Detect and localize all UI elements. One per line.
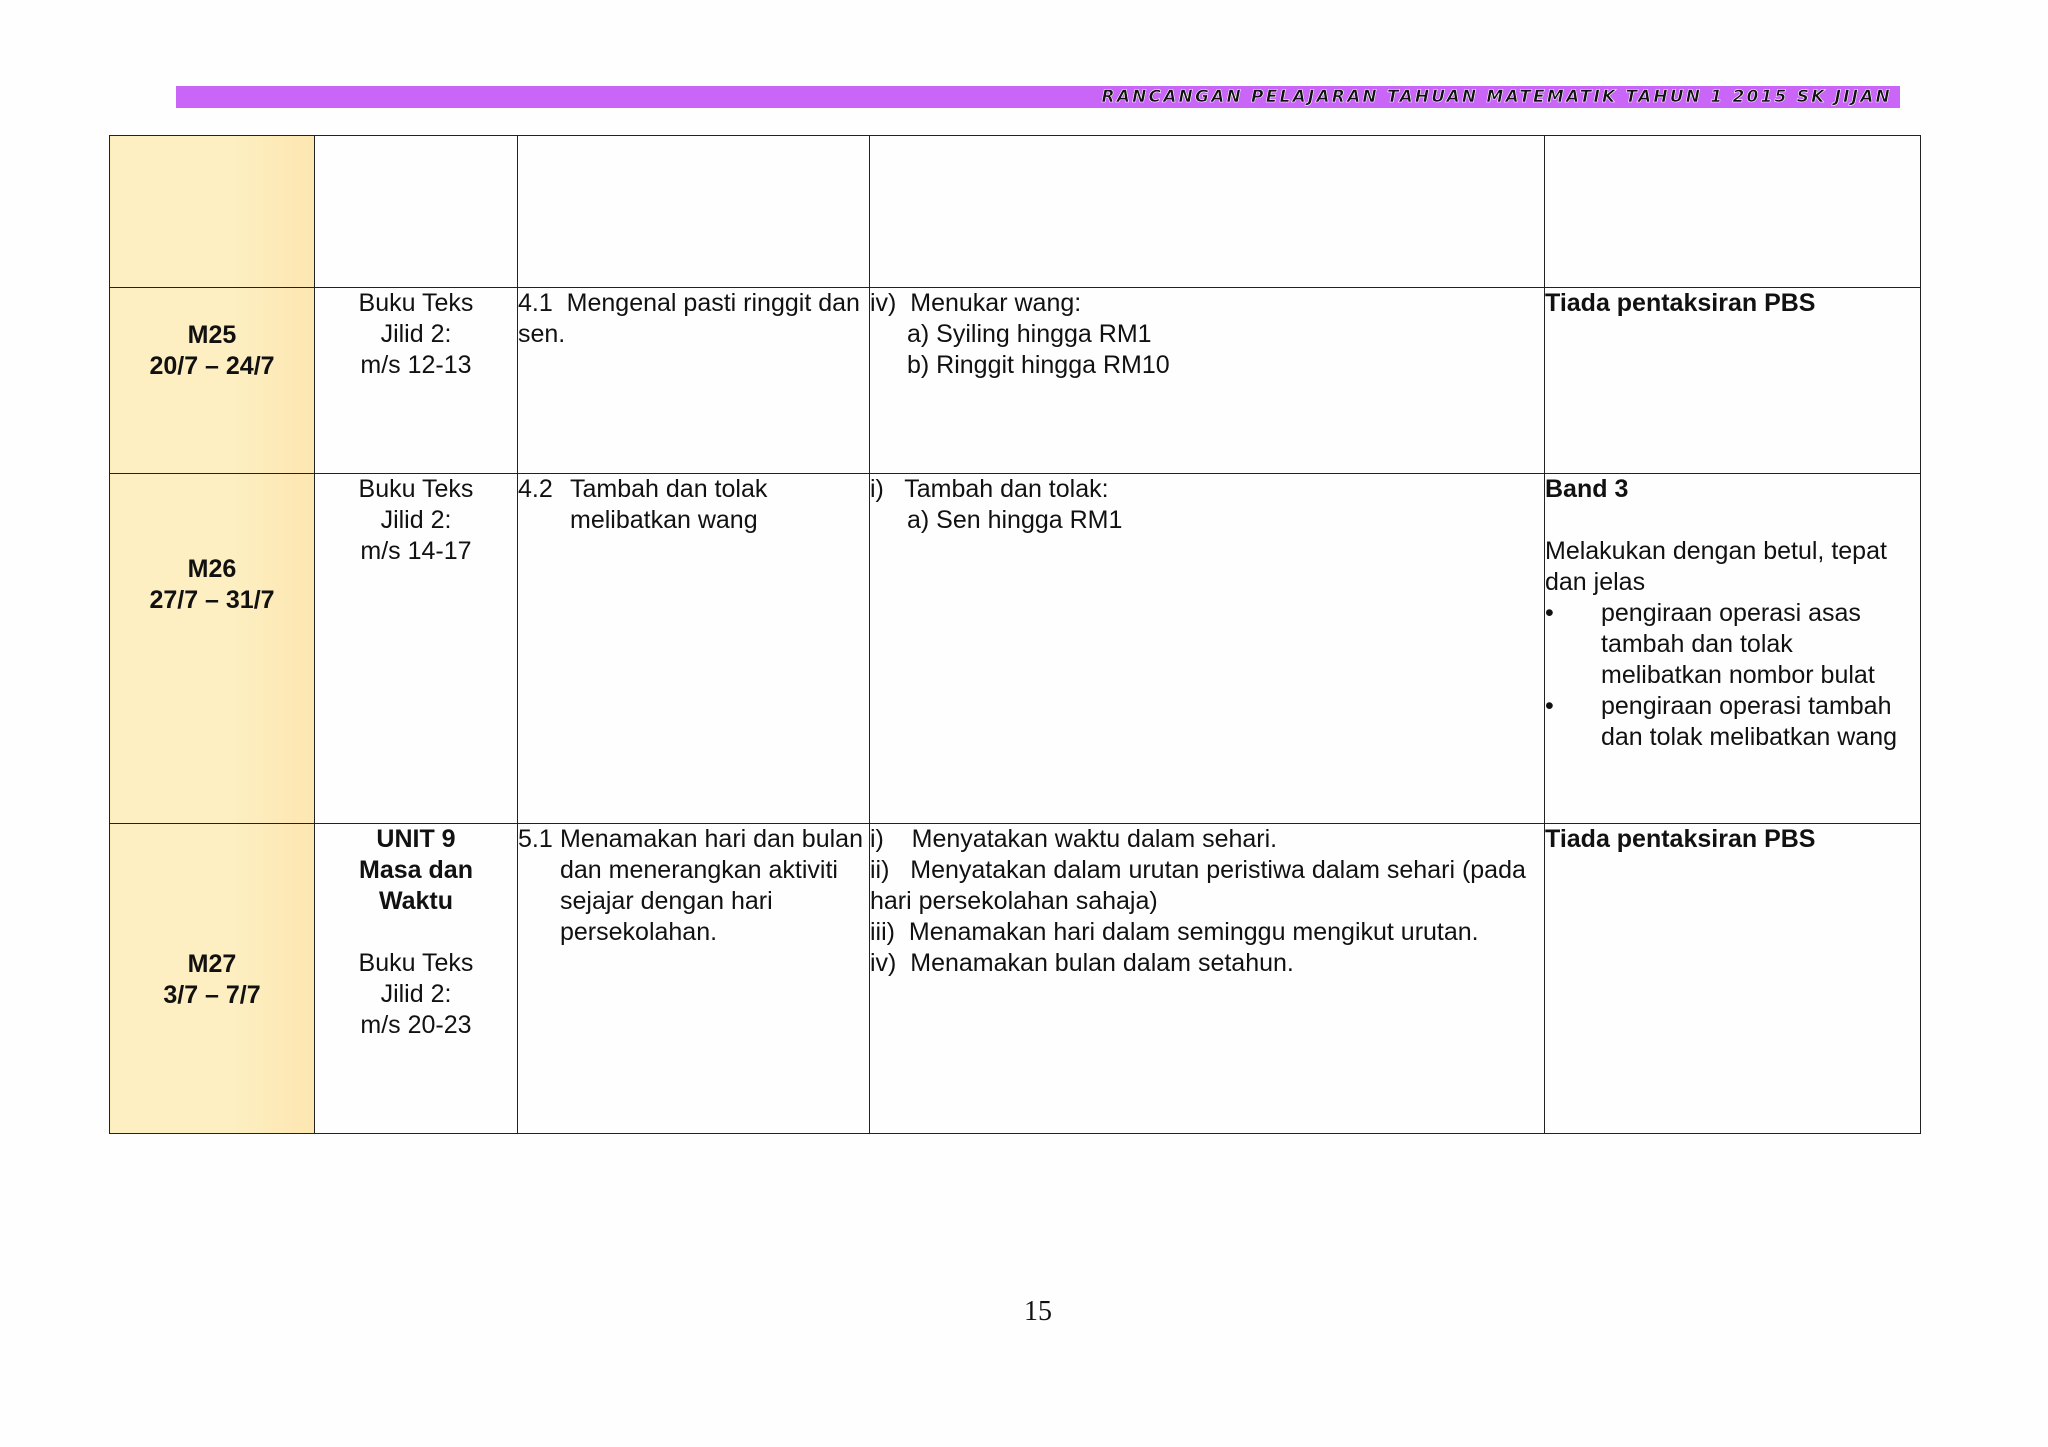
topic-text: Tambah dan tolak melibatkan wang — [570, 475, 768, 534]
week-label: M27 — [187, 950, 237, 978]
band-description: Melakukan dengan betul, tepat dan jelas — [1545, 537, 1887, 596]
band-criteria-list — [1545, 598, 1920, 753]
ref-line: m/s 14-17 — [360, 537, 472, 565]
assessment-cell-m27 — [1545, 824, 1921, 1134]
week-cell-m26 — [110, 474, 315, 824]
topic-number: 5.1 — [518, 825, 553, 853]
page-number: 15 — [1024, 1296, 1052, 1327]
ref-line: m/s 20-23 — [360, 1011, 472, 1039]
week-dates: 20/7 – 24/7 — [149, 352, 275, 380]
ref-line: Jilid 2: — [380, 320, 452, 348]
table-row-m26 — [110, 474, 1921, 824]
ref-line: Jilid 2: — [380, 980, 452, 1008]
table-row-m27 — [110, 824, 1921, 1134]
band-label: Band 3 — [1545, 475, 1629, 503]
topic-cell-m27 — [518, 824, 870, 1134]
table-row-m25 — [110, 288, 1921, 474]
week-cell-blank — [110, 136, 315, 288]
skill-item: b) Ringgit hingga RM10 — [907, 351, 1170, 379]
skills-heading: i) Tambah dan tolak: — [870, 475, 1109, 503]
assessment-cell-m25 — [1545, 288, 1921, 474]
week-label: M26 — [187, 555, 237, 583]
ref-cell-m26 — [315, 474, 518, 824]
topic-text: Menamakan hari dan bulan dan menerangkan aktiviti sejajar dengan hari persekolahan. — [560, 825, 863, 946]
skills-heading: iv) Menukar wang: — [870, 289, 1082, 317]
bullet-icon: • — [1545, 692, 1554, 720]
topic-number: 4.2 — [518, 475, 553, 503]
skill-item: a) Syiling hingga RM1 — [907, 320, 1152, 348]
skill-item: iv) Menamakan bulan dalam setahun. — [870, 949, 1294, 977]
list-item — [1545, 691, 1920, 753]
week-label: M25 — [187, 321, 237, 349]
ref-line: Buku Teks — [358, 289, 474, 317]
ref-line: Jilid 2: — [380, 506, 452, 534]
header-bar — [176, 86, 1900, 108]
topic-text: Mengenal pasti ringgit dan sen. — [518, 289, 860, 348]
skills-cell-blank — [870, 136, 1545, 288]
ref-line: Buku Teks — [358, 949, 474, 977]
topic-cell-blank — [518, 136, 870, 288]
ref-line: m/s 12-13 — [360, 351, 472, 379]
lesson-plan-table — [109, 135, 1921, 1134]
criteria-text: pengiraan operasi tambah dan tolak melibatkan wang — [1601, 692, 1898, 751]
unit-line: UNIT 9 — [376, 825, 456, 853]
topic-cell-m25 — [518, 288, 870, 474]
assessment-text: Tiada pentaksiran PBS — [1545, 289, 1816, 317]
ref-cell-m25 — [315, 288, 518, 474]
skills-cell-m26 — [870, 474, 1545, 824]
bullet-icon: • — [1545, 599, 1554, 627]
assessment-text: Tiada pentaksiran PBS — [1545, 825, 1816, 853]
week-dates: 3/7 – 7/7 — [163, 981, 261, 1009]
skill-item: iii) Menamakan hari dalam seminggu mengikut urutan. — [870, 918, 1479, 946]
header-title: RANCANGAN PELAJARAN TAHUAN MATEMATIK TAHUN 1 2015 SK JIJAN — [1101, 87, 1892, 107]
ref-line: Buku Teks — [358, 475, 474, 503]
week-cell-m27 — [110, 824, 315, 1134]
unit-line: Waktu — [378, 887, 454, 915]
list-item — [1545, 598, 1920, 691]
assessment-cell-blank — [1545, 136, 1921, 288]
skill-item: i) Menyatakan waktu dalam sehari. — [870, 825, 1278, 853]
ref-cell-m27 — [315, 824, 518, 1134]
table-row-blank — [110, 136, 1921, 288]
skill-item: ii) Menyatakan dalam urutan peristiwa dalam sehari (pada hari persekolahan sahaja) — [870, 856, 1533, 915]
week-cell-m25 — [110, 288, 315, 474]
skills-cell-m27 — [870, 824, 1545, 1134]
criteria-text: pengiraan operasi asas tambah dan tolak melibatkan nombor bulat — [1601, 599, 1875, 689]
topic-cell-m26 — [518, 474, 870, 824]
week-dates: 27/7 – 31/7 — [149, 586, 275, 614]
ref-cell-blank — [315, 136, 518, 288]
skill-item: a) Sen hingga RM1 — [907, 506, 1123, 534]
skills-cell-m25 — [870, 288, 1545, 474]
assessment-cell-m26 — [1545, 474, 1921, 824]
unit-line: Masa dan — [359, 856, 473, 884]
topic-number: 4.1 — [518, 289, 553, 317]
